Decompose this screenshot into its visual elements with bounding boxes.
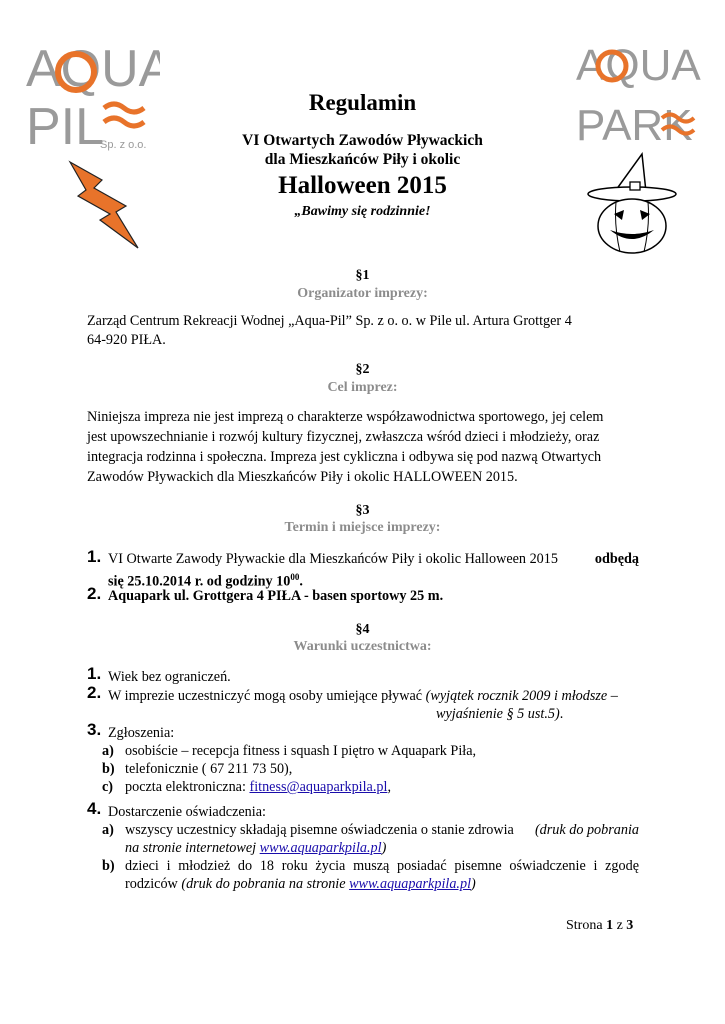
section4-item2-text: W imprezie uczestniczyć mogą osoby umiejące pływać <box>108 688 423 704</box>
section1-heading: Organizator imprezy: <box>297 286 428 301</box>
section3-item2-number <box>87 585 101 604</box>
slogan: „Bawimy się rodzinnie! <box>294 204 431 219</box>
section2-line4: Zawodów Pływackich dla Mieszkańców Piły i okolic HALLOWEEN 2015. <box>87 469 518 485</box>
section4-item4a-line1 <box>125 821 639 839</box>
section4-item2-italic2: wyjaśnienie § 5 ust.5) <box>436 706 560 722</box>
page-number <box>566 918 633 934</box>
section3-number: §3 <box>355 503 370 518</box>
logo-left-line2: PIL <box>26 98 105 156</box>
section4-item4-text: Dostarczenie oświadczenia: <box>108 804 266 820</box>
section3-heading: Termin i miejsce imprezy: <box>284 520 441 535</box>
section4-item3a-text: osobiście – recepcja fitness i squash I piętro w Aquapark Piła, <box>125 743 477 759</box>
section4-item2-end: . <box>559 706 564 722</box>
section4-item1-number <box>87 665 101 684</box>
website-link[interactable]: www.aquaparkpila.pl <box>259 840 382 856</box>
section4-item2-italic: (wyjątek rocznik 2009 i młodsze – <box>425 688 618 704</box>
section4-item2-line2 <box>436 705 563 723</box>
section3-item1-end: . <box>299 573 303 590</box>
section3-item1-sup: 00 <box>290 572 300 582</box>
logo-left-suffix: Sp. z o.o. <box>100 139 147 151</box>
section4-item3c-line <box>125 778 391 796</box>
subtitle-line2: dla Mieszkańców Piły i okolic <box>264 151 461 168</box>
list-number: 3. <box>87 720 102 739</box>
section3-item2-text: Aquapark ul. Grottgera 4 PIŁA - basen sportowy 25 m. <box>108 588 444 604</box>
section4-item2-line1 <box>108 687 618 705</box>
section3-item1-line1 <box>108 550 639 568</box>
section4-item3a-label: a) <box>102 743 114 759</box>
section3-item1-date: się 25.10.2014 r. od godziny 10 <box>108 573 291 590</box>
page-title: Regulamin <box>308 90 417 115</box>
section4-item4a-end: ) <box>381 840 387 856</box>
section1-line2: 64-920 PIŁA. <box>87 332 166 348</box>
section4-item1-text: Wiek bez ograniczeń. <box>108 669 231 685</box>
section4-item4b-line1: dzieci i młodzież do 18 roku życia muszą posiadać pisemne oświadczenie i zgodę <box>125 858 639 874</box>
section4-item4a-label: a) <box>102 822 114 838</box>
section3-item1-text: VI Otwarte Zawody Pływackie dla Mieszkańców Piły i okolic Halloween 2015 <box>108 551 558 567</box>
event-title: Halloween 2015 <box>278 172 447 199</box>
website-link-2[interactable]: www.aquaparkpila.pl <box>349 876 472 892</box>
section4-item4b-italic: (druk do pobrania na stronie <box>181 876 346 892</box>
section4-item3c-end: , <box>387 779 391 795</box>
logo-right-line1: AQUA <box>576 41 701 90</box>
section2-line1: Niniejsza impreza nie jest imprezą o charakterze współzawodnictwa sportowego, jej celem <box>87 409 604 425</box>
section4-item4a-text: wszyscy uczestnicy składają pisemne oświadczenia o stanie zdrowia <box>125 822 514 838</box>
section2-line3: integracja rodzinna i społeczna. Impreza jest cykliczna i odbywa się pod nazwą Otwartych <box>87 449 602 465</box>
email-link[interactable]: fitness@aquaparkpila.pl <box>249 779 388 795</box>
section4-item3-text: Zgłoszenia: <box>108 725 175 741</box>
section3-item1-bold: odbędą <box>594 551 639 567</box>
section4-item4b-text2: rodziców <box>125 876 178 892</box>
subtitle-line1: VI Otwartych Zawodów Pływackich <box>242 132 483 149</box>
footer-page: 1 <box>606 918 614 933</box>
section4-item4b-label: b) <box>102 858 115 874</box>
logo-right-line2: PARK <box>576 101 693 150</box>
section2-line2: jest upowszechnianie i rozwój kultury fizycznej, zwłaszcza wśród dzieci i młodzieży, oraz <box>87 429 600 445</box>
footer-label: Strona <box>566 918 603 933</box>
section4-item4-number <box>87 800 101 819</box>
list-number: 1. <box>87 547 102 566</box>
section4-number: §4 <box>355 622 370 637</box>
list-number: 2. <box>87 584 102 603</box>
section4-item3c-label: c) <box>102 779 114 795</box>
section4-item4b-end: ) <box>471 876 476 892</box>
section4-item3c-text: poczta elektroniczna: <box>125 779 246 795</box>
list-number: 2. <box>87 683 102 702</box>
section4-item2-number <box>87 684 101 703</box>
footer-of: z <box>616 918 623 933</box>
section2-number: §2 <box>355 362 370 377</box>
logo-left-line1: AQUA <box>26 40 160 98</box>
section4-heading: Warunki uczestnictwa: <box>293 639 432 654</box>
section4-item4a-line2 <box>125 839 386 857</box>
section1-line1: Zarząd Centrum Rekreacji Wodnej „Aqua-Pil” Sp. z o. o. w Pile ul. Artura Grottger 4 <box>87 313 572 329</box>
section1-number: §1 <box>355 268 370 283</box>
section4-item4a-italic2: na stronie internetowej <box>125 840 257 856</box>
section4-item4b-line2 <box>125 875 476 893</box>
section3-item1-number <box>87 548 101 567</box>
section2-heading: Cel imprez: <box>327 380 398 395</box>
list-number: 4. <box>87 799 102 818</box>
list-number: 1. <box>87 664 102 683</box>
footer-total: 3 <box>626 918 634 933</box>
section4-item3-number <box>87 721 101 740</box>
section4-item3b-label: b) <box>102 761 115 777</box>
section4-item3b-text: telefonicznie ( 67 211 73 50), <box>125 761 293 777</box>
section4-item4a-italic: (druk do pobrania <box>534 822 639 838</box>
